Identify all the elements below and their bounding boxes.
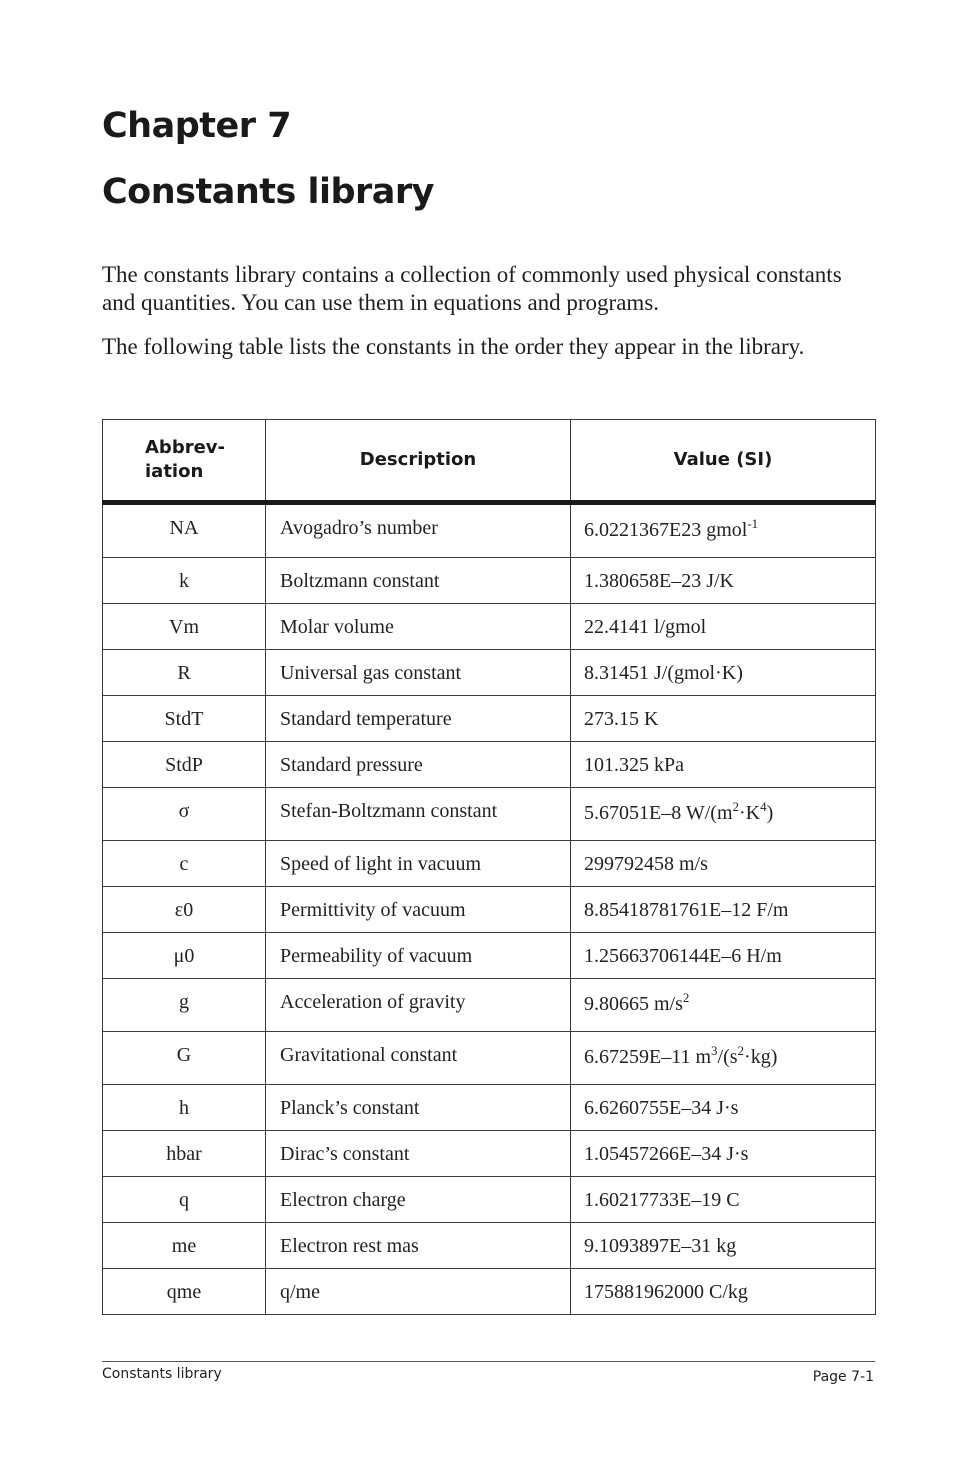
row-description: Electron charge [266, 1177, 571, 1223]
table-row [103, 788, 876, 841]
row-description: Boltzmann constant [266, 558, 571, 604]
table-row [103, 604, 876, 650]
row-value: 8.31451 J/(gmol·K) [571, 650, 876, 696]
row-abbreviation: c [103, 841, 266, 887]
row-abbreviation: hbar [103, 1131, 266, 1177]
table-row [103, 650, 876, 696]
table-row [103, 887, 876, 933]
row-description: Permeability of vacuum [266, 933, 571, 979]
row-value: 101.325 kPa [571, 742, 876, 788]
row-description: Planck’s constant [266, 1085, 571, 1131]
row-value [571, 1032, 876, 1085]
row-value [571, 979, 876, 1032]
table-row [103, 979, 876, 1032]
row-abbreviation: ε0 [103, 887, 266, 933]
value-text: 6.67259E–11 m [584, 1046, 712, 1068]
row-description: Gravitational constant [266, 1032, 571, 1085]
value-superscript: 4 [760, 799, 767, 814]
table-row [103, 558, 876, 604]
row-description: q/me [266, 1269, 571, 1315]
constants-table [102, 419, 876, 1315]
chapter-title: Constants library [102, 172, 434, 212]
row-value: 1.380658E–23 J/K [571, 558, 876, 604]
table-row [103, 841, 876, 887]
row-description: Speed of light in vacuum [266, 841, 571, 887]
row-description: Avogadro’s number [266, 503, 571, 558]
row-abbreviation: g [103, 979, 266, 1032]
table-header-row [103, 420, 876, 503]
row-abbreviation: h [103, 1085, 266, 1131]
row-value [571, 503, 876, 558]
row-value: 1.25663706144E–6 H/m [571, 933, 876, 979]
table-row [103, 696, 876, 742]
row-abbreviation: StdT [103, 696, 266, 742]
row-value: 1.60217733E–19 C [571, 1177, 876, 1223]
row-description: Permittivity of vacuum [266, 887, 571, 933]
value-superscript: -1 [747, 516, 759, 531]
row-abbreviation: StdP [103, 742, 266, 788]
table-row [103, 1177, 876, 1223]
row-abbreviation: q [103, 1177, 266, 1223]
table-row [103, 933, 876, 979]
footer-section-name: Constants library [102, 1366, 222, 1382]
row-description: Universal gas constant [266, 650, 571, 696]
table-row [103, 1131, 876, 1177]
value-text: ·kg) [744, 1046, 778, 1068]
row-description: Dirac’s constant [266, 1131, 571, 1177]
row-abbreviation: qme [103, 1269, 266, 1315]
value-text: 9.80665 m/s [584, 993, 683, 1015]
value-superscript: 3 [711, 1043, 718, 1058]
value-text: /(s [717, 1046, 738, 1068]
row-value: 8.85418781761E–12 F/m [571, 887, 876, 933]
value-superscript: 2 [682, 990, 690, 1005]
row-value: 22.4141 l/gmol [571, 604, 876, 650]
header-abbreviation-line1: Abbrev- [145, 437, 225, 458]
row-description: Electron rest mas [266, 1223, 571, 1269]
value-superscript: 2 [732, 799, 740, 814]
table-row [103, 1085, 876, 1131]
row-abbreviation: σ [103, 788, 266, 841]
row-abbreviation: μ0 [103, 933, 266, 979]
intro-paragraph-1: The constants library contains a collection of commonly used physical constants and quantities. You can use them in equations and programs. [102, 262, 842, 315]
value-superscript: 2 [737, 1043, 745, 1058]
header-value: Value (SI) [571, 420, 876, 503]
row-value: 273.15 K [571, 696, 876, 742]
footer-divider [102, 1361, 875, 1362]
table-row [103, 742, 876, 788]
row-abbreviation: k [103, 558, 266, 604]
intro-paragraph-2: The following table lists the constants in the order they appear in the library. [102, 334, 805, 359]
row-abbreviation: NA [103, 503, 266, 558]
header-description: Description [266, 420, 571, 503]
row-description: Stefan-Boltzmann constant [266, 788, 571, 841]
header-abbreviation [103, 420, 266, 503]
table-row [103, 1223, 876, 1269]
table-row [103, 503, 876, 558]
value-text: 6.0221367E23 gmol [584, 519, 748, 541]
value-text: ) [766, 802, 774, 824]
value-text: 5.67051E–8 W/(m [584, 802, 733, 824]
footer-page-number: Page 7-1 [812, 1369, 874, 1385]
row-description: Acceleration of gravity [266, 979, 571, 1032]
row-abbreviation: Vm [103, 604, 266, 650]
row-value: 9.1093897E–31 kg [571, 1223, 876, 1269]
table-row [103, 1032, 876, 1085]
row-value [571, 788, 876, 841]
row-value: 175881962000 C/kg [571, 1269, 876, 1315]
row-description: Standard temperature [266, 696, 571, 742]
row-value: 299792458 m/s [571, 841, 876, 887]
row-value: 6.6260755E–34 J·s [571, 1085, 876, 1131]
row-abbreviation: R [103, 650, 266, 696]
table-row [103, 1269, 876, 1315]
row-abbreviation: me [103, 1223, 266, 1269]
row-abbreviation: G [103, 1032, 266, 1085]
row-description: Standard pressure [266, 742, 571, 788]
chapter-number: Chapter 7 [102, 106, 292, 146]
row-description: Molar volume [266, 604, 571, 650]
row-value: 1.05457266E–34 J·s [571, 1131, 876, 1177]
value-text: ·K [739, 802, 761, 824]
header-abbreviation-line2: iation [145, 461, 204, 482]
